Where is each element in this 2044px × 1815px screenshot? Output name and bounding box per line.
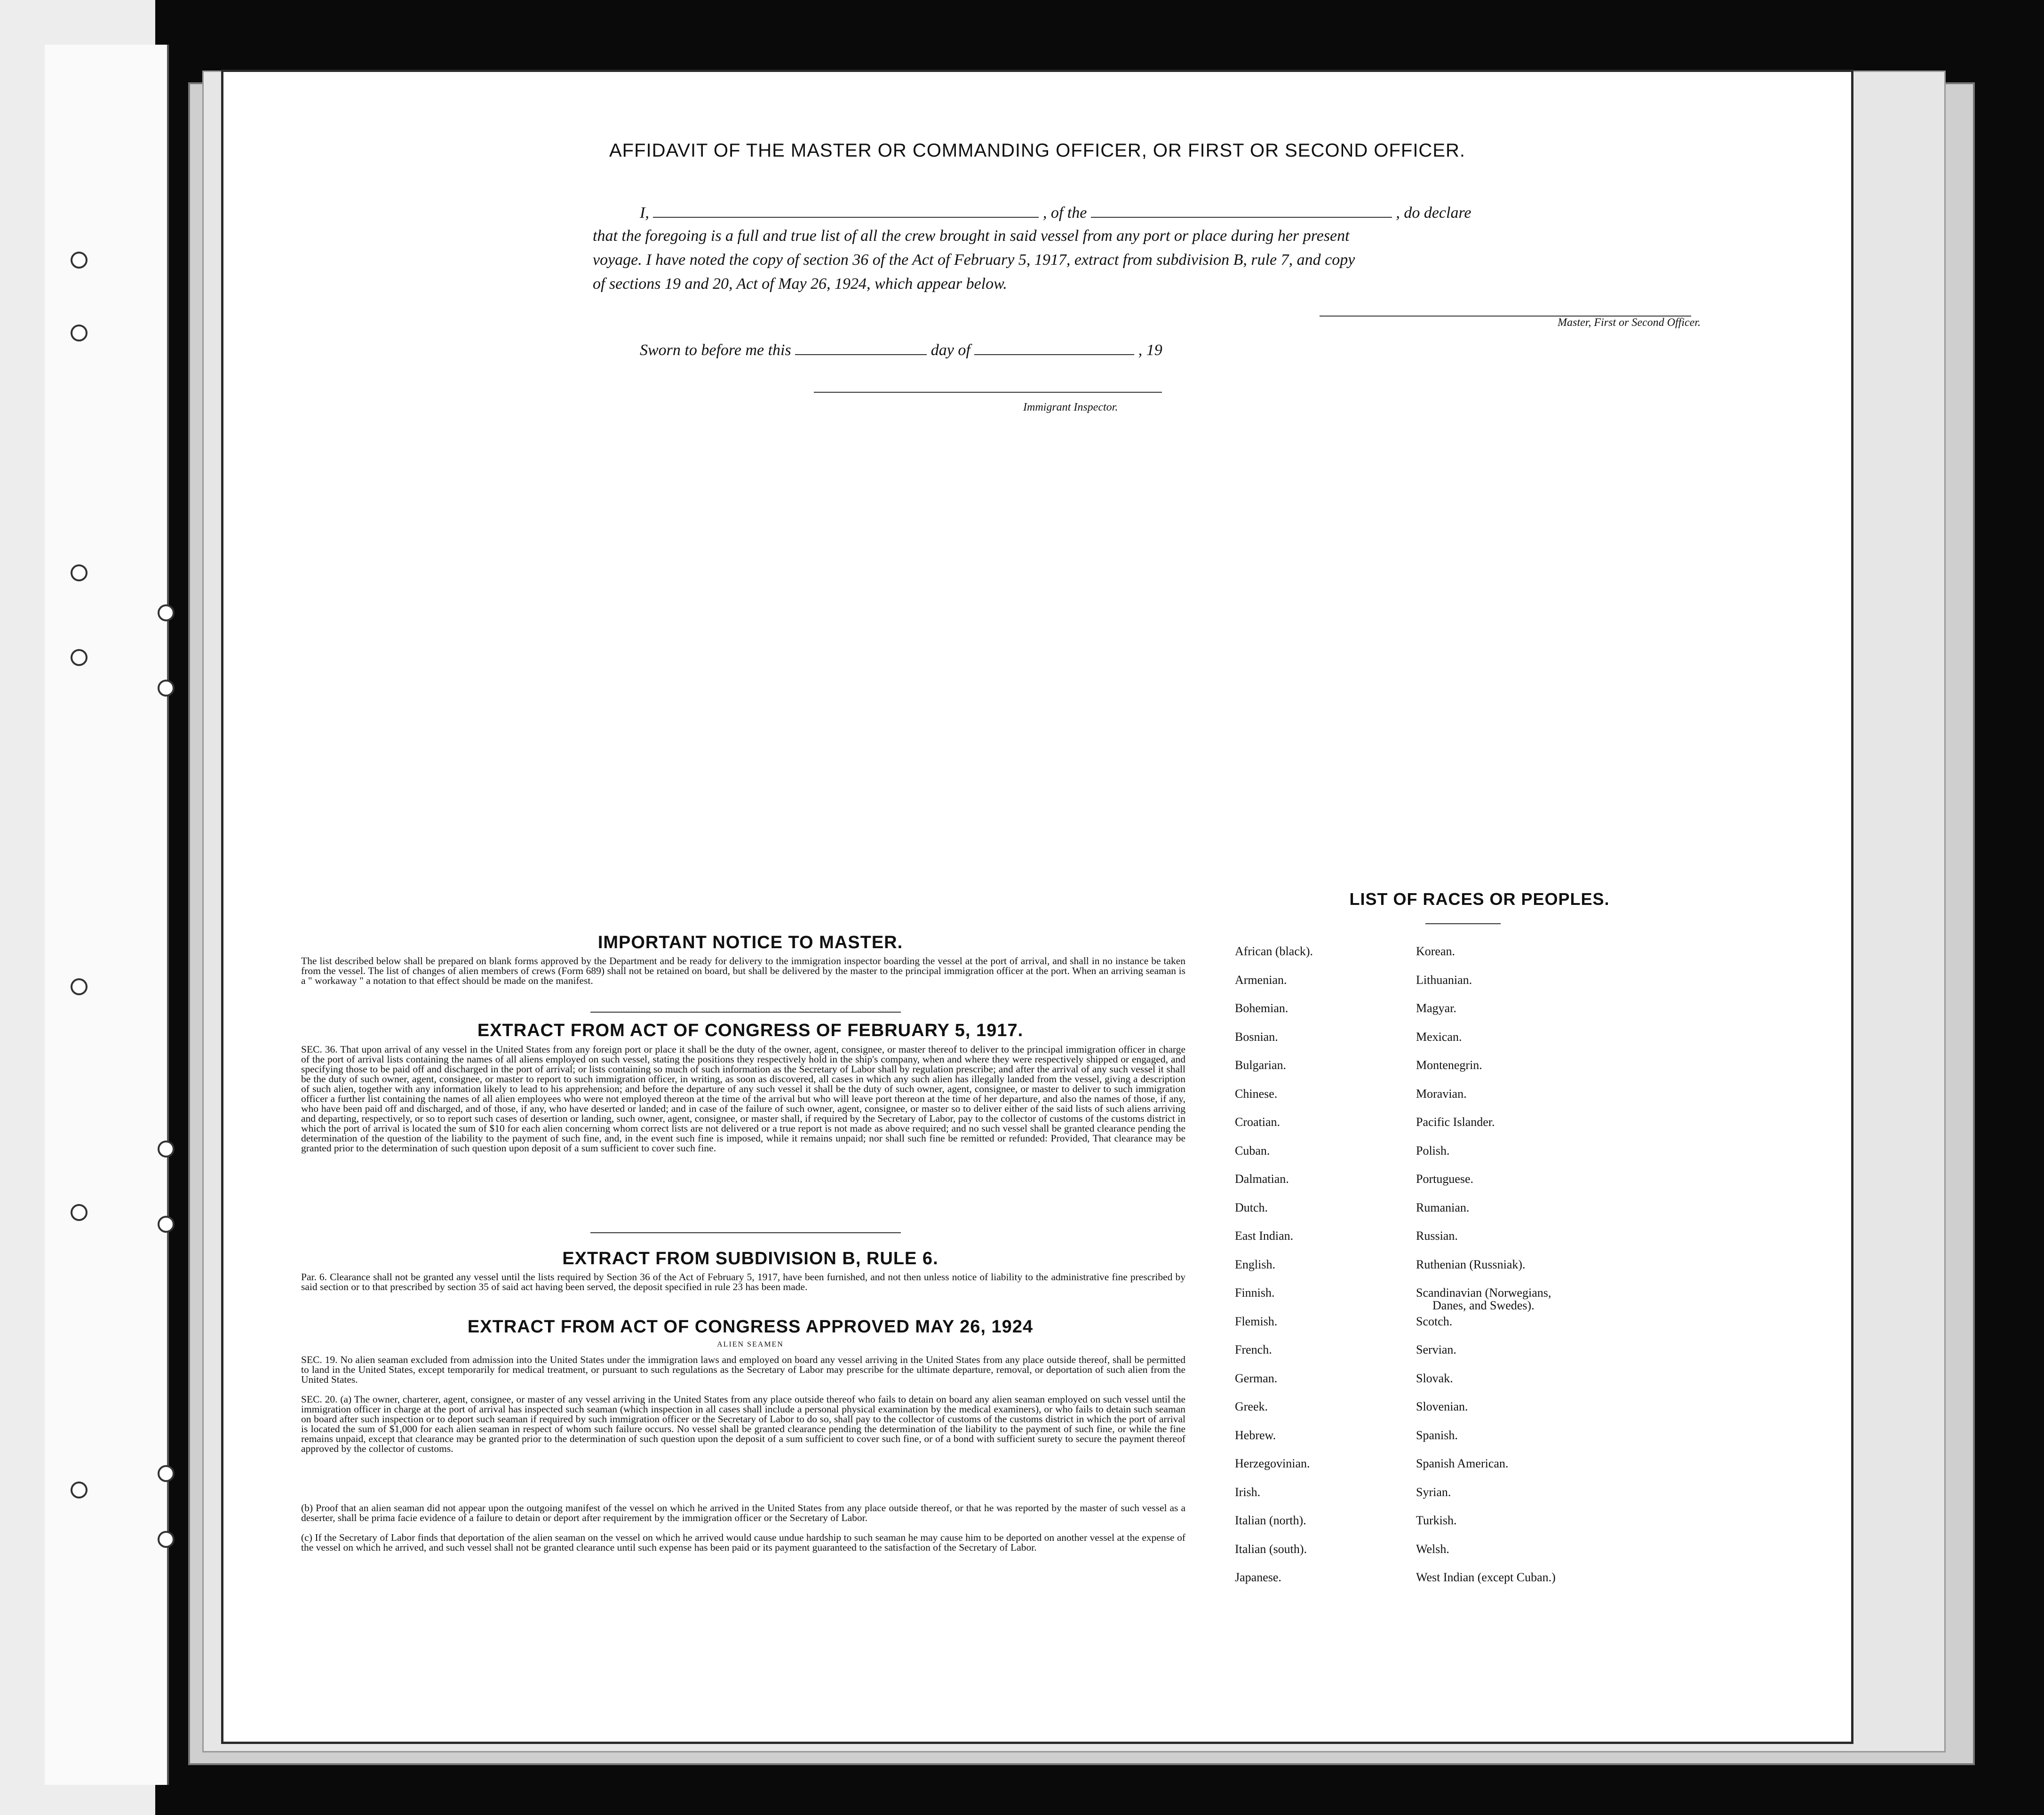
punch-hole (158, 1465, 175, 1482)
year-text: , 19 (1138, 341, 1162, 359)
race-item: Italian (south). (1235, 1542, 1307, 1556)
vessel-blank[interactable] (1091, 203, 1392, 218)
race-item: Moravian. (1416, 1086, 1467, 1101)
punch-hole (71, 325, 87, 341)
race-item: Spanish. (1416, 1428, 1458, 1442)
declaration-line-2: that the foregoing is a full and true list of all the crew brought in said vessel from any port or place during her present (593, 227, 1350, 245)
divider (1425, 923, 1501, 924)
declaration-i: I, (640, 204, 649, 222)
race-item: West Indian (except Cuban.) (1416, 1570, 1556, 1584)
master-label: Master, First or Second Officer. (1558, 317, 1701, 329)
race-item: East Indian. (1235, 1229, 1294, 1243)
race-item: Lithuanian. (1416, 973, 1472, 987)
race-item: Dalmatian. (1235, 1172, 1289, 1186)
race-item: Japanese. (1235, 1570, 1281, 1584)
race-item: Hebrew. (1235, 1428, 1276, 1442)
punch-hole (71, 1204, 87, 1221)
punch-hole (71, 649, 87, 666)
punch-hole (71, 978, 87, 995)
race-item: Armenian. (1235, 973, 1287, 987)
race-item: Bulgarian. (1235, 1058, 1287, 1072)
race-item: Slovenian. (1416, 1400, 1468, 1413)
subdivision-title: EXTRACT FROM SUBDIVISION B, RULE 6. (562, 1249, 938, 1268)
race-item: German. (1235, 1371, 1278, 1385)
subdivision-text: Par. 6. Clearance shall not be granted any vessel until the lists required by Section 36 of the Act of February 5, 1917, have been furnished, and not then unless notice of liability to the administrative fine prescribed by said section or to that prescribed by section 35 of said act having been served, the deposit specified in rule 23 has been made. (301, 1271, 1185, 1292)
extract-1917-text: SEC. 36. That upon arrival of any vessel in the United States from any foreign port or place it shall be the duty of the owner, agent, consignee, or master thereof to deliver to the principal immigration officer in charge of the port of arrival lists containing the names of all aliens employed on such vessel, stating the positions they respectively hold in the ship's company, when and where they were respectively shipped or engaged, and specifying those to be paid off and discharged in the port of arrival; or lists containing so much of such information as the Secretary of Labor shall by regulation prescribe; and after the arrival of any such vessel it shall be the duty of such owner, agent, consignee, or master to report to such immigration officer, in writing, as soon as discovered, all cases in which any such alien has illegally landed from the vessel, giving a description of such alien, together with any information likely to lead to his apprehension; and before the departure of any such vessel it shall be the duty of such owner, agent, consignee, or master to deliver to such immigration officer a further list containing the names of all alien employees who were not employed thereon at the time of the arrival but who will leave port thereon at the time of her departure, and also the names of those, if any, who have been paid off and discharged, and of those, if any, who have deserted or landed; and in case of the failure of such owner, agent, consignee, or master so to deliver either of the said lists of such aliens arriving and departing, respectively, or so to report such cases of desertion or landing, such owner, agent, consignee, or master shall, if required by the Secretary of Labor, pay to the collector of customs of the customs district in which the port of arrival is located the sum of $10 for each alien concerning whom correct lists are not delivered or a true report is not made as above required; and no such vessel shall be granted clearance pending the determination of the question of the liability to the payment of such fine, and, in the event such fine is imposed, while it remains unpaid; nor shall such fine be remitted or refunded: Provided, That clearance may be granted prior to the determination of such question upon deposit of a sum sufficient to cover such fine. (301, 1044, 1185, 1154)
race-item: Chinese. (1235, 1086, 1278, 1101)
declaration-line-4: of sections 19 and 20, Act of May 26, 1924, which appear below. (593, 275, 1007, 293)
race-item: Finnish. (1235, 1286, 1275, 1300)
divider (590, 1012, 901, 1013)
race-item: Dutch. (1235, 1200, 1268, 1214)
race-item: Servian. (1416, 1343, 1456, 1356)
punch-hole (158, 680, 175, 697)
race-item: Flemish. (1235, 1314, 1278, 1328)
race-item: Russian. (1416, 1229, 1458, 1243)
race-item: Croatian. (1235, 1115, 1280, 1129)
section-20b-text: (b) Proof that an alien seaman did not appear upon the outgoing manifest of the vessel on which he arrived in the United States from any place outside thereof, or that he was reported by the master of such vessel as a deserter, shall be prima facie evidence of a failure to detain or deport after requirement by the immigration officer or the Secretary of Labor. (301, 1502, 1185, 1523)
race-item: Montenegrin. (1416, 1058, 1482, 1072)
race-item: Rumanian. (1416, 1200, 1470, 1214)
race-item: Greek. (1235, 1400, 1268, 1413)
affidavit-title: AFFIDAVIT OF THE MASTER OR COMMANDING OFFICER, OR FIRST OR SECOND OFFICER. (609, 140, 1465, 161)
race-item: French. (1235, 1343, 1272, 1356)
name-blank[interactable] (653, 203, 1039, 218)
race-item: Welsh. (1416, 1542, 1449, 1556)
section-20a-text: SEC. 20. (a) The owner, charterer, agent, consignee, or master of any vessel arriving in the United States from any place outside thereof who fails to detain on board any alien seaman employed on such vessel until the immigration officer in charge at the port of arrival has inspected such seaman (which inspection in all cases shall include a personal physical examination by the medical examiners), or who fails to detain such seaman on board after such inspection or to deport such seaman if required by such immigration officer or the Secretary of Labor to do so, shall pay to the collector of customs of the customs district in which the port of arrival is located the sum of $1,000 for each alien seaman in respect of whom such failure occurs. No vessel shall be granted clearance pending the determination of the liability to the payment of such fine, or while the fine remains unpaid, except that clearance may be granted prior to the determination of such question upon the deposit of a sum sufficient to cover such fine, or of a bond with sufficient surety to secure the payment thereof approved by the collector of customs. (301, 1394, 1185, 1454)
inspector-signature-line[interactable] (814, 392, 1162, 393)
race-item: Ruthenian (Russniak). (1416, 1257, 1526, 1271)
sworn-day-blank[interactable] (795, 340, 927, 355)
race-item: Danes, and Swedes). (1432, 1299, 1535, 1312)
race-item: Pacific Islander. (1416, 1115, 1495, 1129)
punch-hole (158, 604, 175, 621)
race-item: Cuban. (1235, 1143, 1270, 1157)
punch-hole (71, 1482, 87, 1498)
race-item: Herzegovinian. (1235, 1457, 1310, 1470)
race-item: Scotch. (1416, 1314, 1453, 1328)
notice-title: IMPORTANT NOTICE TO MASTER. (597, 933, 903, 952)
race-item: African (black). (1235, 944, 1313, 958)
sworn-month-blank[interactable] (974, 340, 1134, 355)
punch-hole (158, 1216, 175, 1233)
extract-1917-title: EXTRACT FROM ACT OF CONGRESS OF FEBRUARY 5, 1917. (477, 1021, 1024, 1040)
day-of-text: day of (931, 341, 970, 359)
race-item: Italian (north). (1235, 1514, 1306, 1527)
declaration-line-3: voyage. I have noted the copy of section 36 of the Act of February 5, 1917, extract from subdivision B, rule 7, and copy (593, 251, 1355, 269)
race-item: Spanish American. (1416, 1457, 1509, 1470)
race-item: Portuguese. (1416, 1172, 1474, 1186)
divider (590, 1232, 901, 1233)
affidavit-page (221, 70, 1853, 1744)
declaration-line-1 (640, 203, 1471, 222)
race-item: Slovak. (1416, 1371, 1453, 1385)
declaration-do-declare: , do declare (1396, 204, 1471, 222)
race-item: Syrian. (1416, 1485, 1451, 1499)
extract-1924-title: EXTRACT FROM ACT OF CONGRESS APPROVED MAY 26, 1924 (467, 1317, 1034, 1337)
race-item: Irish. (1235, 1485, 1261, 1499)
punch-hole (71, 252, 87, 269)
race-item: Mexican. (1416, 1030, 1462, 1044)
race-item: Turkish. (1416, 1514, 1457, 1527)
punch-hole (158, 1531, 175, 1548)
sworn-text: Sworn to before me this (640, 341, 791, 359)
race-item: Bohemian. (1235, 1001, 1288, 1015)
races-title: LIST OF RACES OR PEOPLES. (1349, 889, 1610, 909)
punch-hole (158, 1141, 175, 1157)
race-item: Scandinavian (Norwegians, (1416, 1286, 1551, 1300)
section-20c-text: (c) If the Secretary of Labor finds that deportation of the alien seaman on the vessel on which he arrived would cause undue hardship to such seaman he may cause him to be deported on another vessel at the expense of the vessel on which he arrived, and such vessel shall not be granted clearance until such expense has been paid or its payment guaranteed to the satisfaction of the Secretary of Labor. (301, 1532, 1185, 1553)
race-item: English. (1235, 1257, 1275, 1271)
race-item: Korean. (1416, 944, 1455, 958)
race-item: Bosnian. (1235, 1030, 1278, 1044)
extract-1924-subtitle: ALIEN SEAMEN (717, 1340, 784, 1348)
race-item: Magyar. (1416, 1001, 1456, 1015)
race-item: Polish. (1416, 1143, 1450, 1157)
notice-text: The list described below shall be prepared on blank forms approved by the Department and be ready for delivery to the immigration inspector boarding the vessel at the port of arrival, and shall in no instance be taken from the vessel. The list of changes of alien members of crews (Form 689) shall not be retained on board, but shall be delivered by the master to the principal immigration officer at the port. When an arriving seaman is a " workaway " a notation to that effect should be made on the manifest. (301, 955, 1185, 986)
inspector-label: Immigrant Inspector. (1023, 401, 1118, 413)
section-19-text: SEC. 19. No alien seaman excluded from admission into the United States under the immigration laws and employed on board any vessel arriving in the United States from any place outside thereof, shall be permitted to land in the United States, except temporarily for medical treatment, or pursuant to such regulations as the Secretary of Labor may prescribe for the ultimate departure, removal, or deportation of such alien from the United States. (301, 1354, 1185, 1385)
sworn-line (640, 340, 1162, 359)
declaration-of-the: , of the (1042, 204, 1087, 222)
background-sheet-left-inner (45, 45, 169, 1785)
punch-hole (71, 564, 87, 581)
